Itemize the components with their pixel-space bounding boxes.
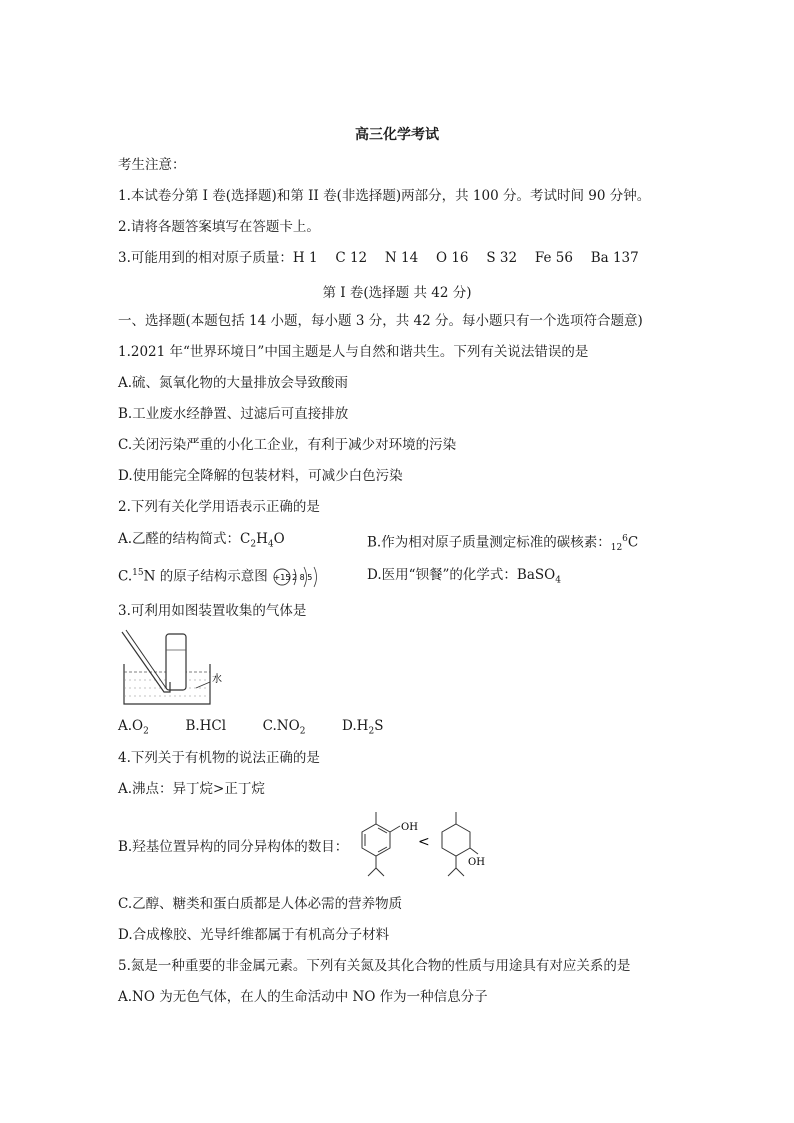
hydroxyl-label: OH [468,857,485,868]
nucleus-charge: +15 [273,573,291,582]
notice-item: 2.请将各题答案填写在答题卡上。 [118,219,320,235]
q4-option-c: C.乙醇、糖类和蛋白质都是人体必需的营养物质 [118,896,403,912]
benzene-ring [362,824,390,856]
collection-tube [166,634,186,690]
notice-item: 1.本试卷分第 I 卷(选择题)和第 II 卷(非选择题)两部分，共 100 分。考试时间 90 分钟。 [118,188,651,204]
page-title: 高三化学考试 [355,127,439,143]
q3-stem: 3.可利用如图装置收集的气体是 [118,603,307,619]
water-label: 水 [212,674,222,685]
q5-option-a: A.NO 为无色气体，在人的生命活动中 NO 作为一种信息分子 [118,989,488,1005]
q5-stem: 5.氮是一种重要的非金属元素。下列有关氮及其化合物的性质与用途具有对应关系的是 [118,958,631,974]
q3-option-a: $A.O_2$ [118,718,149,737]
hydroxyl-label: OH [401,822,418,833]
q3-option-d: $D.H_2S$ [342,718,384,737]
electron-shell-arc [314,567,317,587]
ring-double-bond [378,847,387,852]
part1-heading: 第 I 卷(选择题 共 42 分) [322,285,472,301]
hydroxyl-bond [390,826,400,832]
q1-option-c: C.关闭污染严重的小化工企业，有利于减少对环境的污染 [118,437,457,453]
isomer-structures [340,808,500,888]
atom-structure-diagram [272,565,328,589]
q1-stem: 1.2021 年“世界环境日”中国主题是人与自然和谐共生。下列有关说法错误的是 [118,344,589,360]
q2-stem: 2.下列有关化学用语表示正确的是 [118,499,320,515]
isopropyl-branch [448,868,456,876]
hydroxyl-bond [470,848,478,854]
q3-option-b: B.HCl [185,718,227,734]
q2-option-d: D.医用“钡餐”的化学式：BaSO$_4$ [367,567,561,586]
q4-stem: 4.下列关于有机物的说法正确的是 [118,750,320,766]
gas-collection-apparatus [118,628,228,708]
comparison-symbol: < [418,834,430,850]
notice-item: 3.可能用到的相对原子质量：H 1 C 12 N 14 O 16 S 32 Fe 56 Ba 137 [118,250,639,266]
isopropyl-branch [376,868,384,876]
q1-option-a: A.硫、氮氧化物的大量排放会导致酸雨 [118,375,349,391]
electron-counts: 2 8 5 [292,573,313,582]
ring-double-bond [378,828,387,833]
delivery-tube-wall [126,630,166,688]
q2-option-b: B.作为相对原子质量测定标准的碳核素：$_{12}^6$C [367,534,639,554]
notice-heading: 考生注意： [118,157,186,173]
q2-option-c: C.$^{15}$N 的原子结构示意图 +15 2 8 5 [118,564,328,589]
q4-option-b: B.羟基位置异构的同分异构体的数目： [118,839,349,855]
section1-heading: 一、选择题(本题包括 14 小题，每小题 3 分，共 42 分。每小题只有一个选项符合题意) [118,313,643,329]
q3-option-c: $C.NO_2$ [262,718,306,737]
q3-options [118,717,383,741]
q1-option-d: D.使用能完全降解的包装材料，可减少白色污染 [118,468,403,484]
q2-option-a: A.乙醛的结构简式：$C_2H_4O$ [118,531,285,550]
isopropyl-branch [456,868,464,876]
q4-option-d: D.合成橡胶、光导纤维都属于有机高分子材料 [118,927,390,943]
cyclohexane-ring [442,824,470,856]
label-leader-line [196,682,210,688]
q4-option-a: A.沸点：异丁烷>正丁烷 [118,781,265,797]
q1-option-b: B.工业废水经静置、过滤后可直接排放 [118,406,349,422]
isopropyl-branch [368,868,376,876]
